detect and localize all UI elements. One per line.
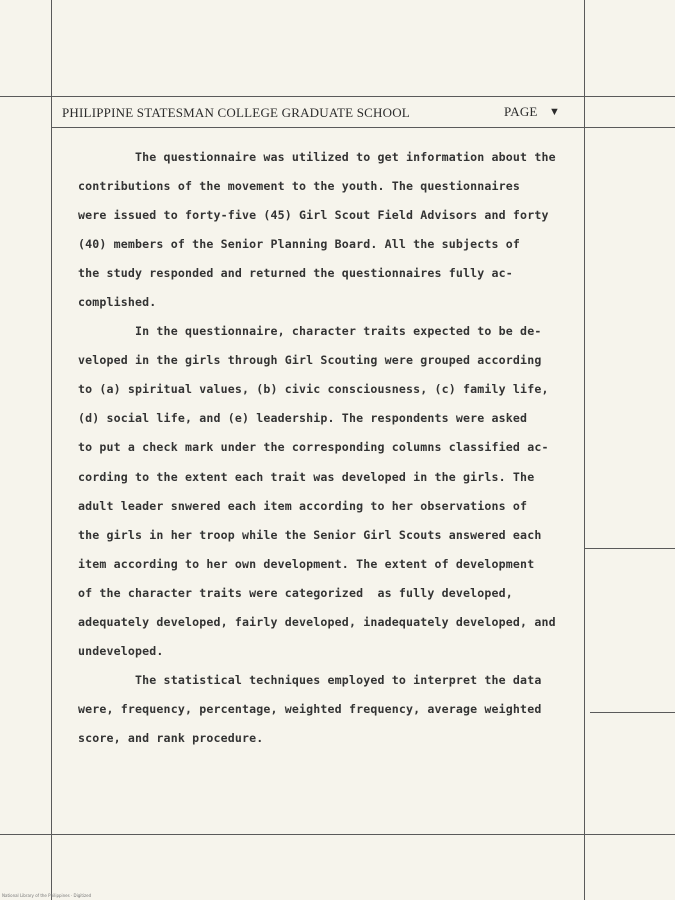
text-line: complished. (78, 295, 157, 310)
page-label: PAGE (504, 104, 538, 119)
right-column-rule-2 (590, 712, 675, 713)
right-margin-rule (584, 0, 585, 900)
bottom-rule (0, 834, 675, 835)
right-column-rule-1 (584, 548, 675, 549)
text-line: veloped in the girls through Girl Scouting were grouped according (78, 353, 542, 368)
text-line: were issued to forty-five (45) Girl Scout Field Advisors and forty (78, 208, 549, 223)
text-line: to put a check mark under the corresponding columns classified ac- (78, 440, 549, 455)
page-header (62, 101, 562, 123)
text-line: The statistical techniques employed to interpret the data (78, 672, 542, 687)
text-line: undeveloped. (78, 643, 164, 658)
text-line: the study responded and returned the questionnaires fully ac- (78, 266, 513, 281)
text-line: The questionnaire was utilized to get information about the (78, 150, 556, 164)
header-top-rule (0, 96, 675, 97)
text-line: the girls in her troop while the Senior Girl Scouts answered each (78, 527, 542, 542)
text-line: of the character traits were categorized as fully developed, (78, 585, 513, 600)
school-name: PHILIPPINE STATESMAN COLLEGE GRADUATE SCHOOL (62, 105, 410, 120)
text-line: adequately developed, fairly developed, inadequately developed, and (78, 614, 556, 629)
text-line: to (a) spiritual values, (b) civic consciousness, (c) family life, (78, 382, 549, 397)
page-marker-icon: ▼ (549, 106, 561, 118)
text-line: contributions of the movement to the youth. The questionnaires (78, 179, 521, 194)
left-margin-rule (51, 0, 52, 900)
header-bottom-rule (51, 127, 675, 128)
text-line: score, and rank procedure. (78, 730, 264, 745)
text-line: In the questionnaire, character traits expected to be de- (78, 324, 542, 339)
text-line: were, frequency, percentage, weighted frequency, average weighted (78, 701, 542, 716)
text-line: (d) social life, and (e) leadership. The respondents were asked (78, 411, 528, 426)
text-line: (40) members of the Senior Planning Board. All the subjects of (78, 237, 521, 252)
text-line: cording to the extent each trait was developed in the girls. The (78, 469, 535, 484)
text-line: adult leader snwered each item according to her observations of (78, 498, 528, 513)
text-line: item according to her own development. The extent of development (78, 556, 535, 571)
body-text (78, 143, 578, 753)
digitization-footer: National Library of the Philippines · Digitized (2, 893, 92, 898)
